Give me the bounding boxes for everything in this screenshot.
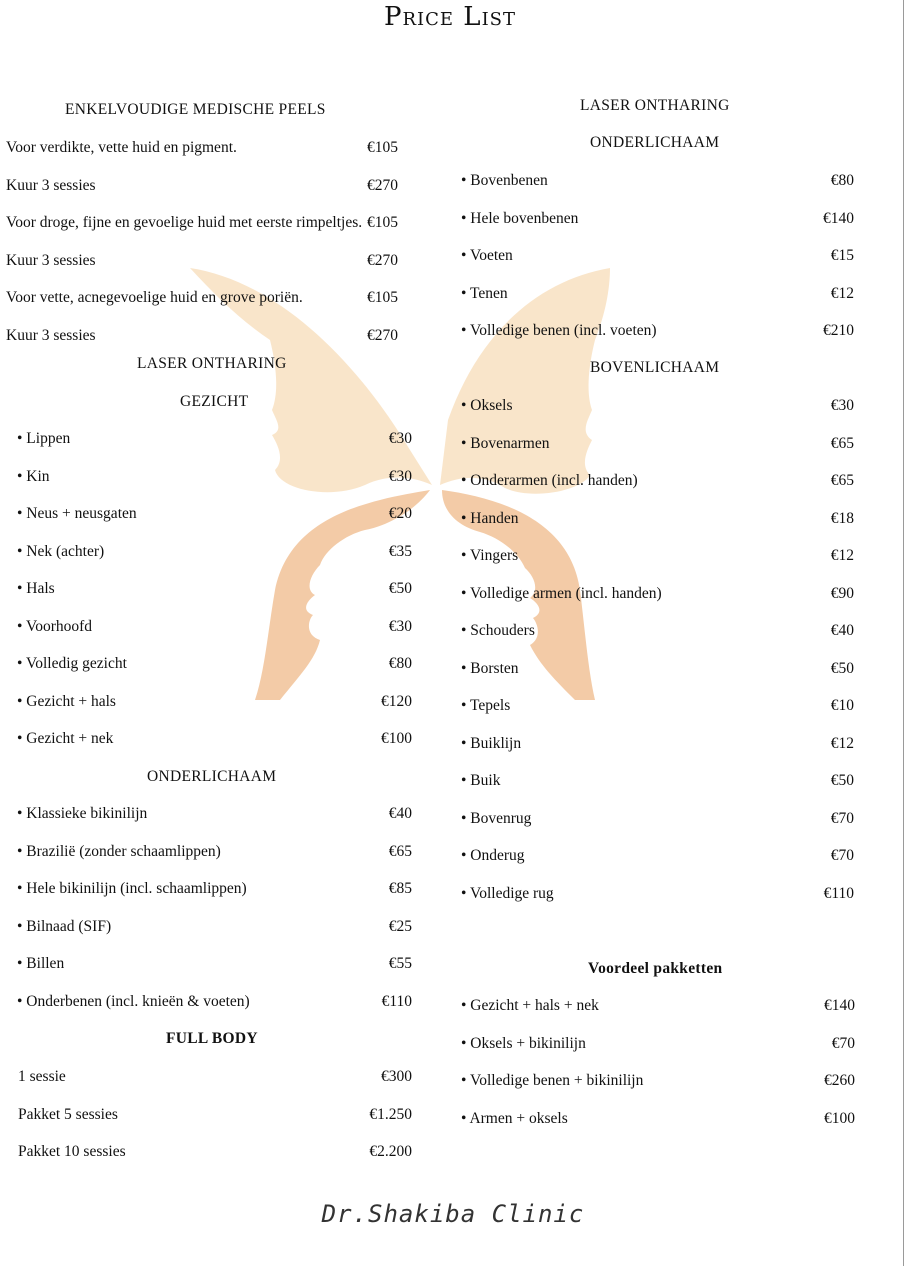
upper-row [461, 697, 854, 717]
fullbody-row [18, 1106, 412, 1126]
upper-row [461, 472, 854, 492]
item-price: €65 [830, 472, 854, 489]
item-price: €270 [367, 177, 398, 194]
item-label: • Kin [17, 468, 50, 485]
item-price: €10 [830, 697, 854, 714]
upper-row [461, 660, 854, 680]
item-price: €30 [388, 468, 412, 485]
upper-row [461, 772, 854, 792]
item-label: • Klassieke bikinilijn [17, 805, 148, 822]
face-row [17, 468, 412, 488]
item-label: Voor droge, fijne en gevoelige huid met eerste rimpeltjes. [6, 214, 363, 231]
item-label: • Gezicht + hals + nek [461, 997, 599, 1014]
upper-row [461, 397, 854, 417]
item-label: Voor vette, acnegevoelige huid en grove poriën. [6, 289, 303, 306]
item-label: • Voeten [461, 247, 513, 264]
item-label: • Tepels [461, 697, 511, 714]
face-row [17, 430, 412, 450]
item-price: €35 [388, 543, 412, 560]
item-label: • Onderug [461, 847, 525, 864]
package-row [461, 1110, 855, 1130]
item-price: €30 [830, 397, 854, 414]
right-lower-row [461, 322, 854, 342]
upper-row [461, 510, 854, 530]
face-row [17, 618, 412, 638]
upper-row [461, 585, 854, 605]
item-price: €25 [388, 918, 412, 935]
fullbody-row [18, 1143, 412, 1163]
package-row [461, 1035, 855, 1055]
right-lower-heading: ONDERLICHAAM [590, 134, 720, 151]
item-label: • Hals [17, 580, 55, 597]
item-label: • Neus + neusgaten [17, 505, 137, 522]
package-row [461, 1072, 855, 1092]
item-price: €18 [830, 510, 854, 527]
item-label: Kuur 3 sessies [6, 252, 96, 269]
item-price: €50 [830, 660, 854, 677]
item-price: €50 [830, 772, 854, 789]
peel-row [6, 289, 398, 309]
item-price: €140 [824, 997, 855, 1014]
item-label: • Armen + oksels [461, 1110, 568, 1127]
left-lower-row [17, 955, 412, 975]
item-label: • Nek (achter) [17, 543, 105, 560]
item-price: €30 [388, 618, 412, 635]
item-label: • Volledig gezicht [17, 655, 127, 672]
item-price: €100 [824, 1110, 855, 1127]
item-label: • Tenen [461, 285, 508, 302]
item-price: €110 [381, 993, 412, 1010]
item-price: €20 [388, 505, 412, 522]
item-label: • Buiklijn [461, 735, 522, 752]
face-row [17, 580, 412, 600]
right-lower-row [461, 247, 854, 267]
item-label: • Hele bovenbenen [461, 210, 579, 227]
item-price: €15 [830, 247, 854, 264]
item-label: • Billen [17, 955, 65, 972]
left-laser-heading: LASER ONTHARING [137, 355, 287, 372]
item-price: €70 [830, 810, 854, 827]
item-label: Kuur 3 sessies [6, 177, 96, 194]
item-price: €110 [823, 885, 854, 902]
item-label: Kuur 3 sessies [6, 327, 96, 344]
item-price: €55 [388, 955, 412, 972]
peel-row [6, 214, 398, 234]
face-row [17, 730, 412, 750]
upper-row [461, 622, 854, 642]
item-price: €80 [388, 655, 412, 672]
item-label: • Gezicht + hals [17, 693, 116, 710]
item-label: • Volledige rug [461, 885, 554, 902]
item-label: • Oksels + bikinilijn [461, 1035, 586, 1052]
fullbody-heading: FULL BODY [166, 1030, 258, 1047]
item-price: €120 [381, 693, 412, 710]
item-label: • Borsten [461, 660, 519, 677]
clinic-name-footer: Dr.Shakiba Clinic [321, 1200, 585, 1228]
item-price: €140 [823, 210, 854, 227]
item-price: €70 [830, 847, 854, 864]
item-price: €30 [388, 430, 412, 447]
package-row [461, 997, 855, 1017]
fullbody-row [18, 1068, 412, 1088]
left-lower-heading: ONDERLICHAAM [147, 768, 277, 785]
item-label: • Bilnaad (SIF) [17, 918, 112, 935]
item-label: • Bovenrug [461, 810, 532, 827]
item-label: Voor verdikte, vette huid en pigment. [6, 139, 237, 156]
item-label: • Buik [461, 772, 501, 789]
peel-row [6, 177, 398, 197]
item-label: • Oksels [461, 397, 513, 414]
item-label: • Onderbenen (incl. knieën & voeten) [17, 993, 250, 1010]
face-row [17, 693, 412, 713]
face-row [17, 543, 412, 563]
item-price: €100 [381, 730, 412, 747]
page-title: Price List [383, 2, 517, 32]
peels-heading: ENKELVOUDIGE MEDISCHE PEELS [65, 101, 326, 118]
right-laser-heading: LASER ONTHARING [580, 97, 730, 114]
peel-row [6, 327, 398, 347]
face-heading: GEZICHT [180, 393, 249, 410]
item-label: • Volledige armen (incl. handen) [461, 585, 662, 602]
item-price: €85 [388, 880, 412, 897]
left-lower-row [17, 918, 412, 938]
item-price: €50 [388, 580, 412, 597]
item-price: €1.250 [369, 1106, 412, 1123]
item-price: €260 [824, 1072, 855, 1089]
item-label: • Schouders [461, 622, 535, 639]
item-label: • Lippen [17, 430, 71, 447]
item-price: €12 [830, 735, 854, 752]
upper-row [461, 885, 854, 905]
upper-row [461, 810, 854, 830]
right-lower-row [461, 285, 854, 305]
item-label: • Gezicht + nek [17, 730, 114, 747]
upper-heading: BOVENLICHAAM [590, 359, 720, 376]
left-lower-row [17, 880, 412, 900]
item-label: • Bovenbenen [461, 172, 548, 189]
upper-row [461, 735, 854, 755]
face-row [17, 655, 412, 675]
peel-row [6, 252, 398, 272]
peel-row [6, 139, 398, 159]
item-price: €105 [367, 139, 398, 156]
item-price: €210 [823, 322, 854, 339]
item-label: • Volledige benen + bikinilijn [461, 1072, 644, 1089]
item-label: • Voorhoofd [17, 618, 93, 635]
item-label: • Hele bikinilijn (incl. schaamlippen) [17, 880, 247, 897]
right-lower-row [461, 172, 854, 192]
item-label: Pakket 5 sessies [18, 1106, 118, 1123]
upper-row [461, 847, 854, 867]
item-price: €2.200 [369, 1143, 412, 1160]
upper-row [461, 547, 854, 567]
item-label: • Vingers [461, 547, 519, 564]
left-lower-row [17, 843, 412, 863]
right-lower-row [461, 210, 854, 230]
item-label: • Bovenarmen [461, 435, 550, 452]
item-price: €105 [367, 214, 398, 231]
item-label: • Volledige benen (incl. voeten) [461, 322, 657, 339]
left-lower-row [17, 805, 412, 825]
item-price: €40 [388, 805, 412, 822]
item-price: €12 [830, 285, 854, 302]
item-label: Pakket 10 sessies [18, 1143, 126, 1160]
item-price: €90 [830, 585, 854, 602]
left-lower-row [17, 993, 412, 1013]
face-row [17, 505, 412, 525]
item-price: €300 [381, 1068, 412, 1085]
upper-row [461, 435, 854, 455]
item-price: €70 [831, 1035, 855, 1052]
item-price: €65 [830, 435, 854, 452]
packages-heading: Voordeel pakketten [588, 960, 723, 977]
item-price: €270 [367, 327, 398, 344]
item-price: €65 [388, 843, 412, 860]
item-price: €270 [367, 252, 398, 269]
item-label: • Onderarmen (incl. handen) [461, 472, 638, 489]
page-edge-line [903, 0, 904, 1266]
item-label: • Brazilië (zonder schaamlippen) [17, 843, 221, 860]
item-label: • Handen [461, 510, 519, 527]
item-label: 1 sessie [18, 1068, 66, 1085]
item-price: €105 [367, 289, 398, 306]
item-price: €40 [830, 622, 854, 639]
item-price: €12 [830, 547, 854, 564]
item-price: €80 [830, 172, 854, 189]
